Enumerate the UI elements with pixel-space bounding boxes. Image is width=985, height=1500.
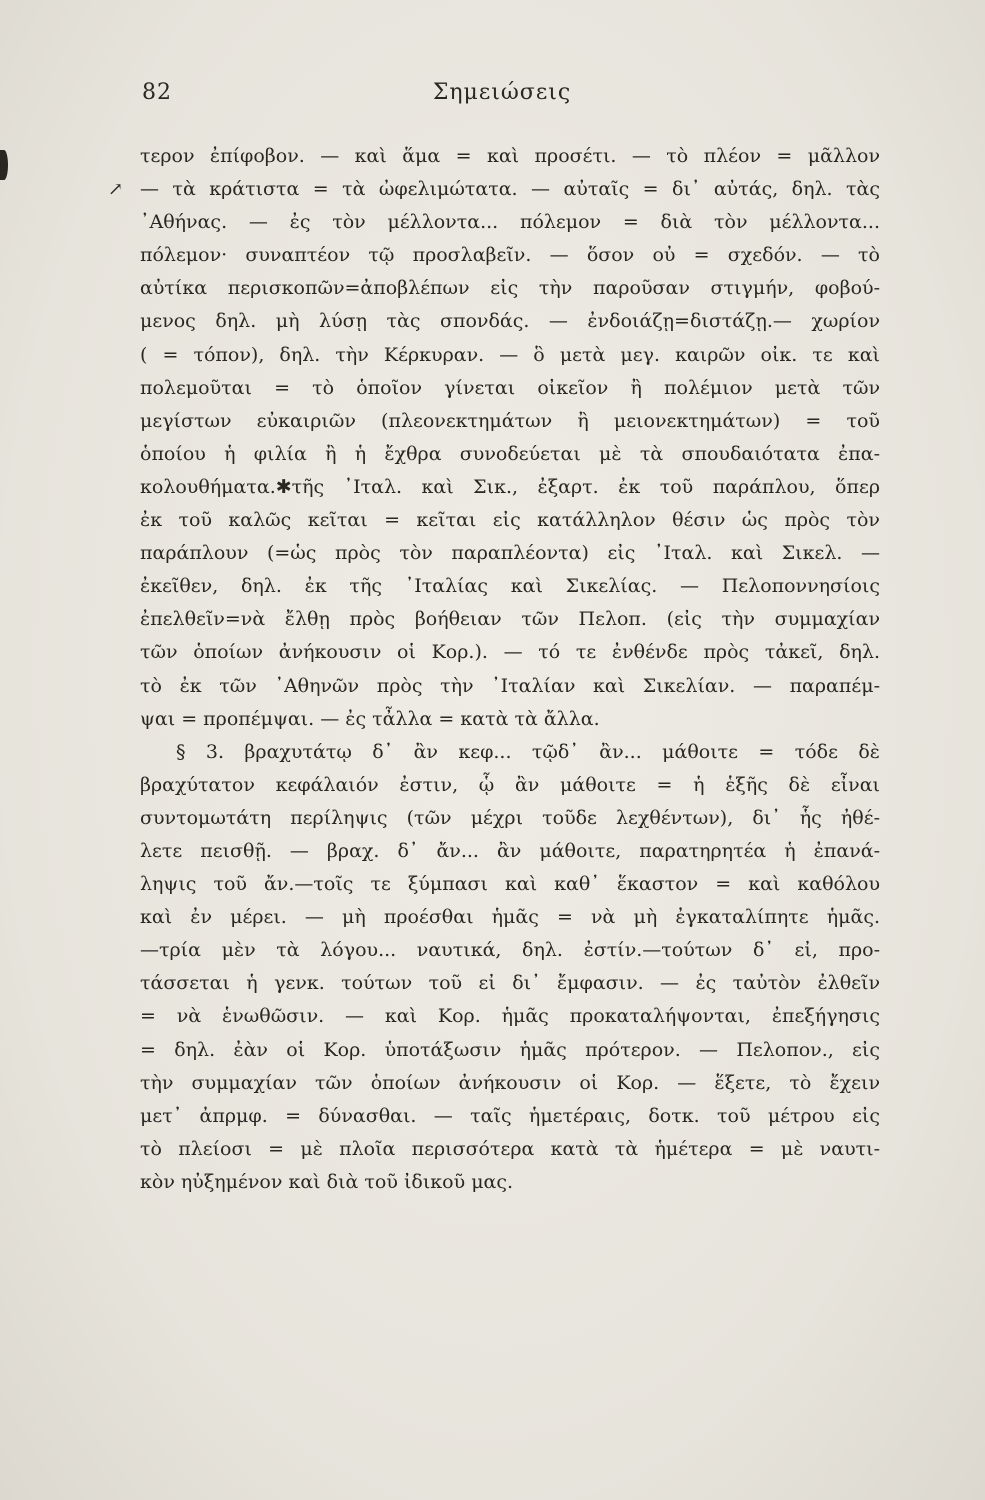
text-line: ὁποίου ἡ φιλία ἢ ἡ ἔχθρα συνοδεύεται μὲ τὰ σπουδαιότατα ἐπα-	[140, 442, 880, 465]
text-line: μετ᾽ ἀπρμφ. = δύνασθαι. — ταῖς ἡμετέραις, δοτκ. τοῦ μέτρου εἰς	[140, 1104, 880, 1127]
text-line: τῶν ὁποίων ἀνήκουσιν οἱ Κορ.). — τό τε ἐνθένδε πρὸς τἀκεῖ, δηλ.	[140, 641, 880, 664]
text-line: συντομωτάτη περίληψις (τῶν μέχρι τοῦδε λεχθέντων), δι᾽ ἧς ἠθέ-	[140, 806, 880, 829]
text-line: μενος δηλ. μὴ λύσῃ τὰς σπονδάς. — ἐνδοιάζῃ=διστάζῃ.— χωρίον	[140, 310, 880, 333]
text-line: —τρία μὲν τὰ λόγου... ναυτικά, δηλ. ἐστίν.—τούτων δ᾽ εἰ, προ-	[140, 939, 880, 962]
text-line: πόλεμον· συναπτέον τῷ προσλαβεῖν. — ὅσον οὐ = σχεδόν. — τὸ	[140, 244, 880, 267]
paragraph	[140, 140, 880, 736]
text-line: ( = τόπον), δηλ. τὴν Κέρκυραν. — ὃ μετὰ μεγ. καιρῶν οἰκ. τε καὶ	[140, 343, 880, 366]
running-title: Σημειώσεις	[432, 80, 572, 105]
text-line: παράπλουν (=ὡς πρὸς τὸν παραπλέοντα) εἰς ᾽Ιταλ. καὶ Σικελ. —	[140, 542, 880, 565]
text-line: ψαι = προπέμψαι. — ἐς τἆλλα = κατὰ τὰ ἄλλα.	[140, 707, 600, 730]
text-line: § 3. βραχυτάτῳ δ᾽ ἂν κεφ... τῷδ᾽ ἂν... μάθοιτε = τόδε δὲ	[176, 740, 880, 763]
text-line: κὸν ηὐξημένον καὶ διὰ τοῦ ἰδικοῦ μας.	[140, 1170, 514, 1193]
text-line: ἐκεῖθεν, δηλ. ἐκ τῆς ᾽Ιταλίας καὶ Σικελίας. — Πελοποννησίοις	[140, 575, 880, 598]
text-line: τὸ ἐκ τῶν ᾽Αθηνῶν πρὸς τὴν ᾽Ιταλίαν καὶ Σικελίαν. — παραπέμ-	[140, 674, 880, 697]
text-line: τὸ πλείοσι = μὲ πλοῖα περισσότερα κατὰ τὰ ἡμέτερα = μὲ ναυτι-	[140, 1137, 880, 1160]
margin-ink-mark	[0, 150, 8, 180]
text-line: καὶ ἐν μέρει. — μὴ προέσθαι ἡμᾶς = νὰ μὴ ἐγκαταλίπητε ἡμᾶς.	[140, 906, 880, 929]
text-line: ἐκ τοῦ καλῶς κεῖται = κεῖται εἰς κατάλληλον θέσιν ὡς πρὸς τὸν	[140, 509, 880, 532]
text-line: ἐπελθεῖν=νὰ ἔλθῃ πρὸς βοήθειαν τῶν Πελοπ. (εἰς τὴν συμμαχίαν	[140, 608, 880, 631]
text-line: = νὰ ἑνωθῶσιν. — καὶ Κορ. ἡμᾶς προκαταλήψονται, ἐπεξήγησις	[140, 1005, 880, 1028]
text-line: = δηλ. ἐὰν οἱ Κορ. ὑποτάξωσιν ἡμᾶς πρότερον. — Πελοπον., εἰς	[140, 1038, 880, 1061]
text-line: πολεμοῦται = τὸ ὁποῖον γίνεται οἰκεῖον ἢ πολέμιον μετὰ τῶν	[140, 376, 880, 399]
text-line: — τὰ κράτιστα = τὰ ὠφελιμώτατα. — αὐταῖς = δι᾽ αὐτάς, δηλ. τὰς	[140, 178, 880, 201]
text-line: τὴν συμμαχίαν τῶν ὁποίων ἀνήκουσιν οἱ Κορ. — ἕξετε, τὸ ἔχειν	[140, 1071, 880, 1094]
text-line: μεγίστων εὐκαιριῶν (πλεονεκτημάτων ἢ μειονεκτημάτων) = τοῦ	[140, 409, 880, 432]
text-line: κολουθήματα.✱τῆς ᾽Ιταλ. καὶ Σικ., ἐξαρτ. ἐκ τοῦ παράπλου, ὅπερ	[140, 475, 880, 498]
text-line: αὐτίκα περισκοπῶν=ἀποβλέπων εἰς τὴν παροῦσαν στιγμήν, φοβού-	[140, 277, 880, 300]
body-text	[140, 140, 880, 1199]
text-line: ληψις τοῦ ἄν.—τοῖς τε ξύμπασι καὶ καθ᾽ ἕκαστον = καὶ καθόλου	[140, 873, 880, 896]
text-line: λετε πεισθῇ. — βραχ. δ᾽ ἄν... ἂν μάθοιτε, παρατηρητέα ἡ ἐπανά-	[140, 839, 880, 862]
page-header	[142, 80, 862, 114]
text-line: τάσσεται ἡ γενκ. τούτων τοῦ εἰ δι᾽ ἔμφασιν. — ἐς ταὐτὸν ἐλθεῖν	[140, 972, 880, 995]
text-line: βραχύτατον κεφάλαιόν ἐστιν, ᾧ ἂν μάθοιτε = ἡ ἑξῆς δὲ εἶναι	[140, 773, 880, 796]
text-line: τερον ἐπίφοβον. — καὶ ἅμα = καὶ προσέτι. — τὸ πλέον = μᾶλλον	[140, 145, 880, 167]
page-number: 82	[142, 80, 172, 105]
margin-arrow-mark: ↗	[108, 179, 124, 200]
paragraph	[140, 736, 880, 1199]
text-line: ᾽Αθήνας. — ἐς τὸν μέλλοντα... πόλεμον = διὰ τὸν μέλλοντα...	[140, 211, 880, 234]
